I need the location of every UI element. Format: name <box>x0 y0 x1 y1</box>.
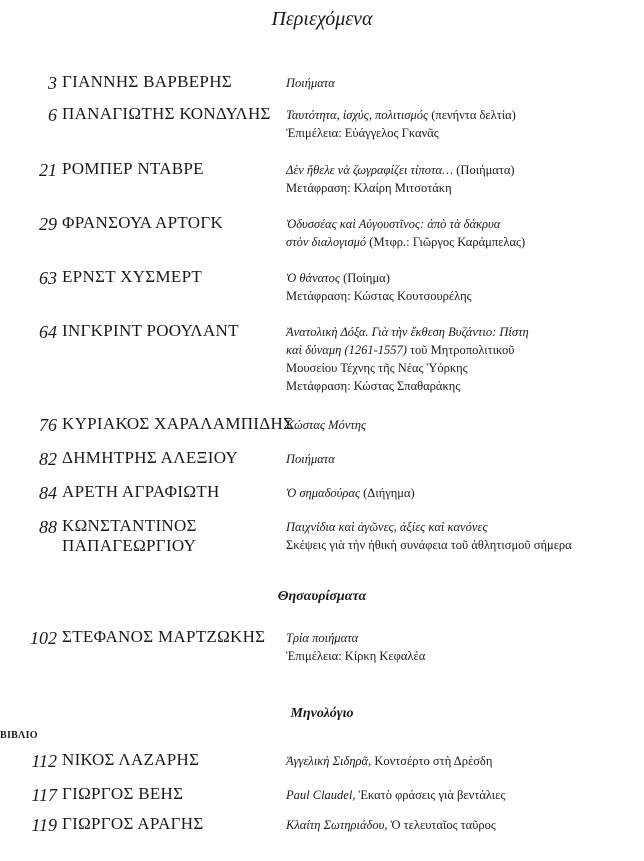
author-name: ΑΡΕΤΗ ΑΓΡΑΦΙΩΤΗ <box>62 482 220 501</box>
work-title: Δὲν ἤθελε νὰ ζωγραφίζει τίποτα… (Ποιήματα) Μετάφραση: Κλαίρη Μιτσοτάκη <box>286 163 515 195</box>
page-number: 29 <box>39 214 57 234</box>
author-name: ΓΙΑΝΝΗΣ ΒΑΡΒΕΡΗΣ <box>62 72 232 91</box>
page-number: 88 <box>39 517 57 537</box>
work-title: Ποιήματα <box>286 76 335 90</box>
page-number: 21 <box>39 160 57 180</box>
author-name: ΚΥΡΙΑΚΟΣ ΧΑΡΑΛΑΜΠΙΔΗΣ <box>62 414 294 433</box>
page-number: 64 <box>39 322 57 342</box>
section-heading-minologio: Μηνολόγιο <box>290 706 354 721</box>
page-number: 102 <box>30 628 57 648</box>
page-number: 63 <box>39 268 57 288</box>
author-name: ΡΟΜΠΕΡ ΝΤΑΒΡΕ <box>62 159 204 178</box>
work-title: Ἀγγελικὴ Σιδηρᾶ, Κοντσέρτο στὴ Δρέσδη <box>286 754 493 768</box>
work-title: Τρία ποιήματα Ἐπιμέλεια: Κίρκη Κεφαλέα <box>286 631 426 663</box>
author-name: ΦΡΑΝΣΟΥΑ ΑΡΤΟΓΚ <box>62 213 224 232</box>
page-number: 82 <box>39 449 57 469</box>
author-name: ΓΙΩΡΓΟΣ ΑΡΑΓΗΣ <box>62 814 204 833</box>
page-number: 6 <box>48 105 57 125</box>
work-title: Ποιήματα <box>286 452 335 466</box>
author-name: ΔΗΜΗΤΡΗΣ ΑΛΕΞΙΟΥ <box>62 448 239 467</box>
section-heading-thesaurismata: Θησαυρίσματα <box>277 589 367 604</box>
page-number: 117 <box>31 785 57 805</box>
work-title: Ὀδυσσέας καὶ Αὐγουστῖνος: ἀπὸ τὰ δάκρυα στὸν διαλογισμό (Μτφρ.: Γιῶργος Καράμπελας) <box>286 217 526 249</box>
author-name: ΓΙΩΡΓΟΣ ΒΕΗΣ <box>62 784 184 803</box>
work-title: Ὁ θάνατος (Ποίημα) Μετάφραση: Κώστας Κουτσουρέλης <box>286 271 472 303</box>
author-name: ΣΤΕΦΑΝΟΣ ΜΑΡΤΖΩΚΗΣ <box>62 627 266 646</box>
author-name: ΠΑΝΑΓΙΩΤΗΣ ΚΟΝΔΥΛΗΣ <box>62 104 271 123</box>
page-number: 112 <box>31 751 57 771</box>
page-number: 119 <box>31 815 57 835</box>
work-title: Paul Claudel, Ἑκατὸ φράσεις γιὰ βεντάλιες <box>286 788 506 802</box>
page-number: 3 <box>48 73 57 93</box>
work-title: Κώστας Μόντης <box>286 418 367 432</box>
side-label-vivlio: ΒΙΒΛΙΟ <box>0 730 38 741</box>
work-title: Ὁ σημαδούρας (Διήγημα) <box>286 486 415 500</box>
work-title: Ἀνατολικὴ Δόξα. Γιὰ τὴν ἔκθεση Βυζάντιο: Πίστη καὶ δύναμη (1261-1557) τοῦ Μητροπολιτικοῦ Μουσείου Τέχνης τῆς Νέας Ὑόρκης Μετάφραση: Κώστας Σπαθαράκης <box>286 325 529 393</box>
work-title: Κλαίτη Σωτηριάδου, Ὁ τελευταῖος ταῦρος <box>286 818 496 832</box>
page-title: Περιεχόμενα <box>271 8 373 30</box>
author-name: ΙΝΓΚΡΙΝΤ ΡΟΟΥΛΑΝΤ <box>62 321 239 340</box>
author-name: ΝΙΚΟΣ ΛΑΖΑΡΗΣ <box>62 750 200 769</box>
page-number: 84 <box>39 483 57 503</box>
author-name: ΕΡΝΣΤ ΧΥΣΜΕΡΤ <box>62 267 203 286</box>
author-name: ΚΩΝΣΤΑΝΤΙΝΟΣ ΠΑΠΑΓΕΩΡΓΙΟΥ <box>62 516 197 555</box>
work-title: Ταυτότητα, ἰσχύς, πολιτισμός (πενήντα δελτία) Ἐπιμέλεια: Εὐάγγελος Γκανᾶς <box>286 108 516 140</box>
work-title: Παιχνίδια καὶ ἀγῶνες, ἀξίες καὶ κανόνες Σκέψεις γιὰ τὴν ἠθικὴ συνάφεια τοῦ ἀθλητισμοῦ σήμερα <box>286 520 572 552</box>
page-number: 76 <box>39 415 57 435</box>
